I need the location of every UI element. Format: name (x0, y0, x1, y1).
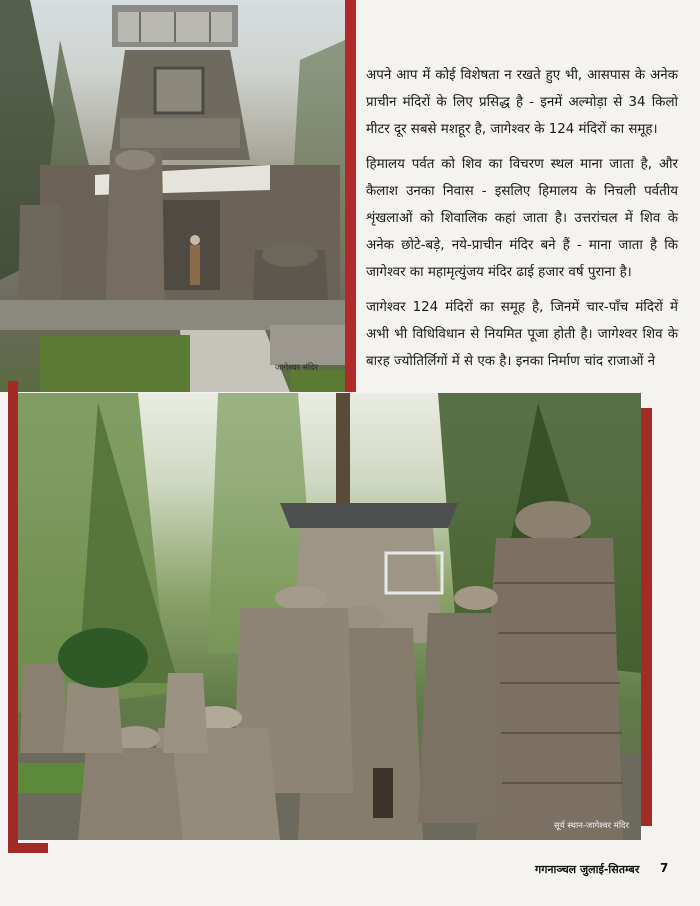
top-photo-caption: जागेश्वर मंदिर (275, 363, 319, 373)
red-divider-bar (345, 0, 356, 392)
red-frame-bottom-left (8, 843, 48, 853)
bottom-photo-caption: सूर्य स्थान-जागेश्वर मंदिर (554, 821, 630, 831)
top-temple-photo (0, 0, 345, 392)
magazine-footer: गगनाञ्चल जुलाई-सितम्बर (535, 863, 640, 876)
red-frame-left (8, 381, 18, 851)
article-body (366, 62, 678, 383)
temple-illustration (0, 0, 345, 392)
article-paragraph-2: हिमालय पर्वत को शिव का विचरण स्थल माना जाता है, और कैलाश उनका निवास - इसलिए हिमालय के निचली पर्वतीय शृंखलाओं को शिवालिक कहां जाता है। उत्तरांचल में शिव के अनेक छोटे-बड़े, नये-प्राचीन मंदिर बने हैं - माना जाता है कि जागेश्वर का महामृत्युंजय मंदिर ढाई हजार वर्ष पुराना है। (366, 157, 678, 280)
temple-cluster-illustration (18, 393, 641, 840)
article-paragraph-3: जागेश्वर 124 मंदिरों का समूह है, जिनमें चार-पाँच मंदिरों में अभी भी विधिविधान से नियमित पूजा होती है। जागेश्वर शिव के बारह ज्योतिर्लिगों में से एक है। इनका निर्माण चांद राजाओं ने (366, 300, 678, 369)
page-number: 7 (660, 861, 669, 875)
bottom-temples-photo (18, 393, 641, 840)
article-paragraph-1: अपने आप में कोई विशेषता न रखते हुए भी, आसपास के अनेक प्राचीन मंदिरों के लिए प्रसिद्ध है - इनमें अल्मोड़ा से 34 किलो मीटर दूर सबसे मशहूर है, जागेश्वर के 124 मंदिरों का समूह। (366, 68, 678, 137)
red-frame-right (641, 408, 652, 826)
